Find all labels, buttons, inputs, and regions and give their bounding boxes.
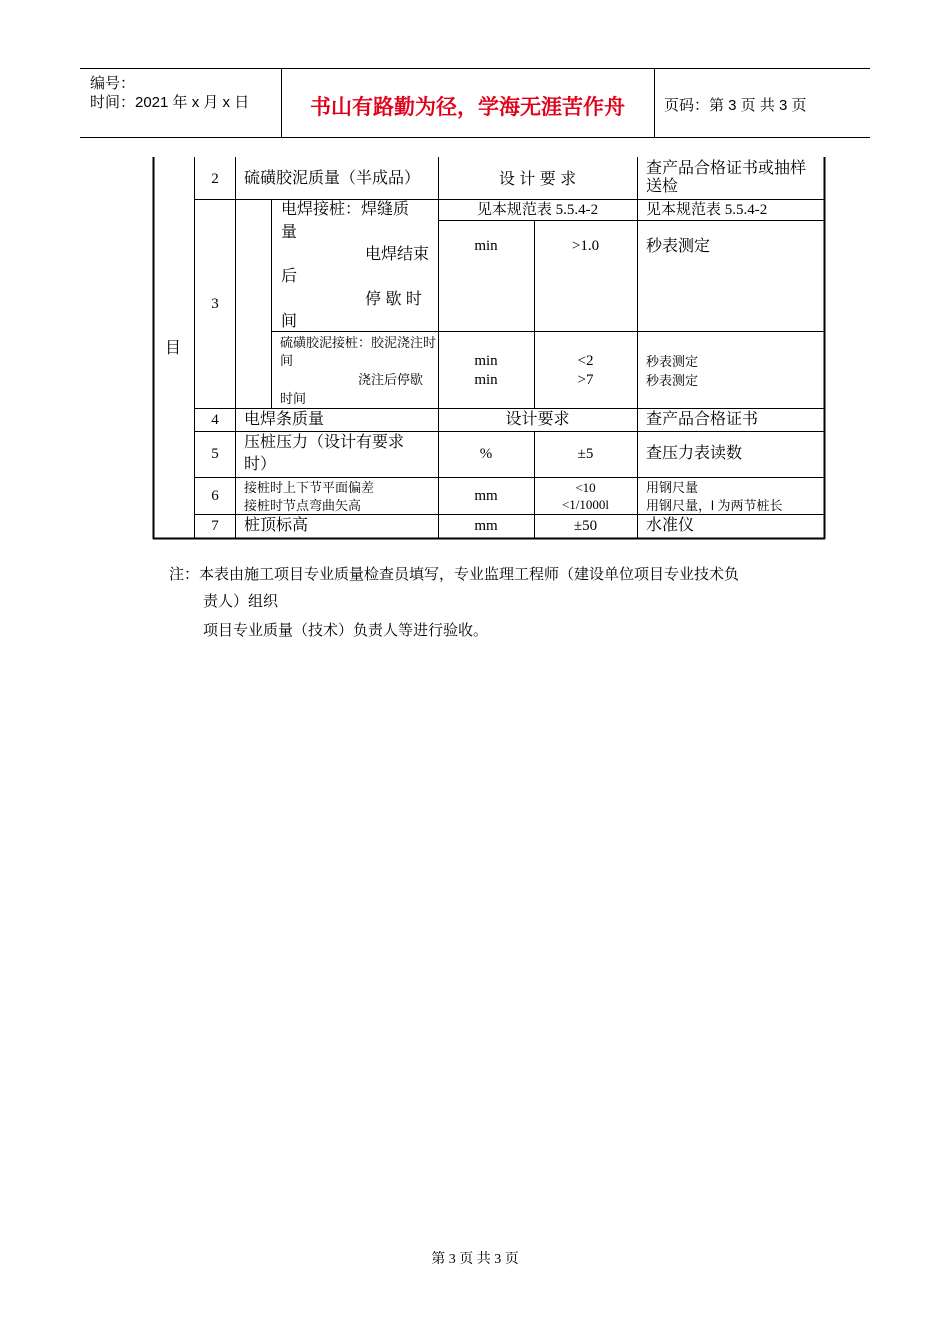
allowed-value: <2 <box>577 353 594 369</box>
item-name: 电焊接桩：焊缝质 <box>281 201 410 218</box>
sub-item: 时间 <box>280 391 307 406</box>
unit: % <box>479 446 493 462</box>
item-name: 接桩时节点弯曲矢高 <box>244 498 362 513</box>
item-name: 桩顶标高 <box>244 517 309 534</box>
unit: mm <box>474 488 498 504</box>
check-method: 水准仪 <box>646 517 695 534</box>
sub-item: 停 歇 时 <box>365 291 422 308</box>
note-text: 责人）组织 <box>203 593 279 610</box>
section-label: 目 <box>165 340 182 357</box>
item-name: 量 <box>281 224 298 241</box>
table-grid <box>0 0 950 560</box>
row-number: 4 <box>211 412 219 428</box>
sub-item: 间 <box>280 353 294 368</box>
page-label: 页码：第 3 页 共 3 页 <box>664 97 807 114</box>
row-number: 5 <box>211 446 219 462</box>
number-label: 编号： <box>90 75 136 92</box>
allowed-value: ±50 <box>573 518 598 534</box>
motto: 书山有路勤为径，学海无涯苦作舟 <box>310 95 625 119</box>
note-text: 项目专业质量（技术）负责人等进行验收。 <box>203 622 489 639</box>
row-number: 7 <box>211 518 219 534</box>
sub-item: 硫磺胶泥接桩：胶泥浇注时 <box>280 335 437 350</box>
page-footer: 第 3 页 共 3 页 <box>431 1252 519 1267</box>
check-method: 送检 <box>646 178 679 195</box>
check-method: 秒表测定 <box>646 238 711 255</box>
allowed-value: ±5 <box>577 446 594 462</box>
check-method: 秒表测定 <box>646 354 699 369</box>
item-name: 硫磺胶泥质量（半成品） <box>244 170 421 187</box>
allowed-value: >7 <box>577 372 594 388</box>
row-number: 3 <box>211 296 219 312</box>
unit: mm <box>474 518 498 534</box>
row-number: 2 <box>211 171 219 187</box>
sub-item: 后 <box>281 268 298 285</box>
check-method: 见本规范表 5.5.4-2 <box>646 202 768 218</box>
unit: min <box>474 238 498 254</box>
requirement: 设计要求 <box>505 411 570 428</box>
sub-item: 间 <box>281 313 298 330</box>
time-label: 时间：2021 年 x 月 x 日 <box>90 94 250 111</box>
requirement: 设 计 要 求 <box>498 171 577 188</box>
check-method: 查压力表读数 <box>646 445 743 462</box>
item-name: 电焊条质量 <box>244 411 325 428</box>
sub-item: 电焊结束 <box>365 246 430 263</box>
item-name: 接桩时上下节平面偏差 <box>244 480 375 495</box>
check-method: 查产品合格证书 <box>646 411 759 428</box>
check-method: 用钢尺量 <box>646 480 699 495</box>
allowed-value: >1.0 <box>571 238 600 254</box>
unit: min <box>474 372 498 388</box>
item-name: 压桩压力（设计有要求 <box>244 434 405 451</box>
requirement: 见本规范表 5.5.4-2 <box>476 202 599 218</box>
check-method: 用钢尺量，l 为两节桩长 <box>646 498 783 513</box>
note-text: 注：本表由施工项目专业质量检查员填写，专业监理工程师（建设单位项目专业技术负 <box>169 566 740 583</box>
check-method: 秒表测定 <box>646 373 699 388</box>
unit: min <box>474 353 498 369</box>
item-name: 时） <box>244 456 277 473</box>
allowed-value: <1/1000l <box>561 497 610 512</box>
sub-item: 浇注后停歇 <box>358 372 424 387</box>
allowed-value: <10 <box>575 480 596 495</box>
check-method: 查产品合格证书或抽样 <box>646 160 807 177</box>
row-number: 6 <box>211 488 219 504</box>
